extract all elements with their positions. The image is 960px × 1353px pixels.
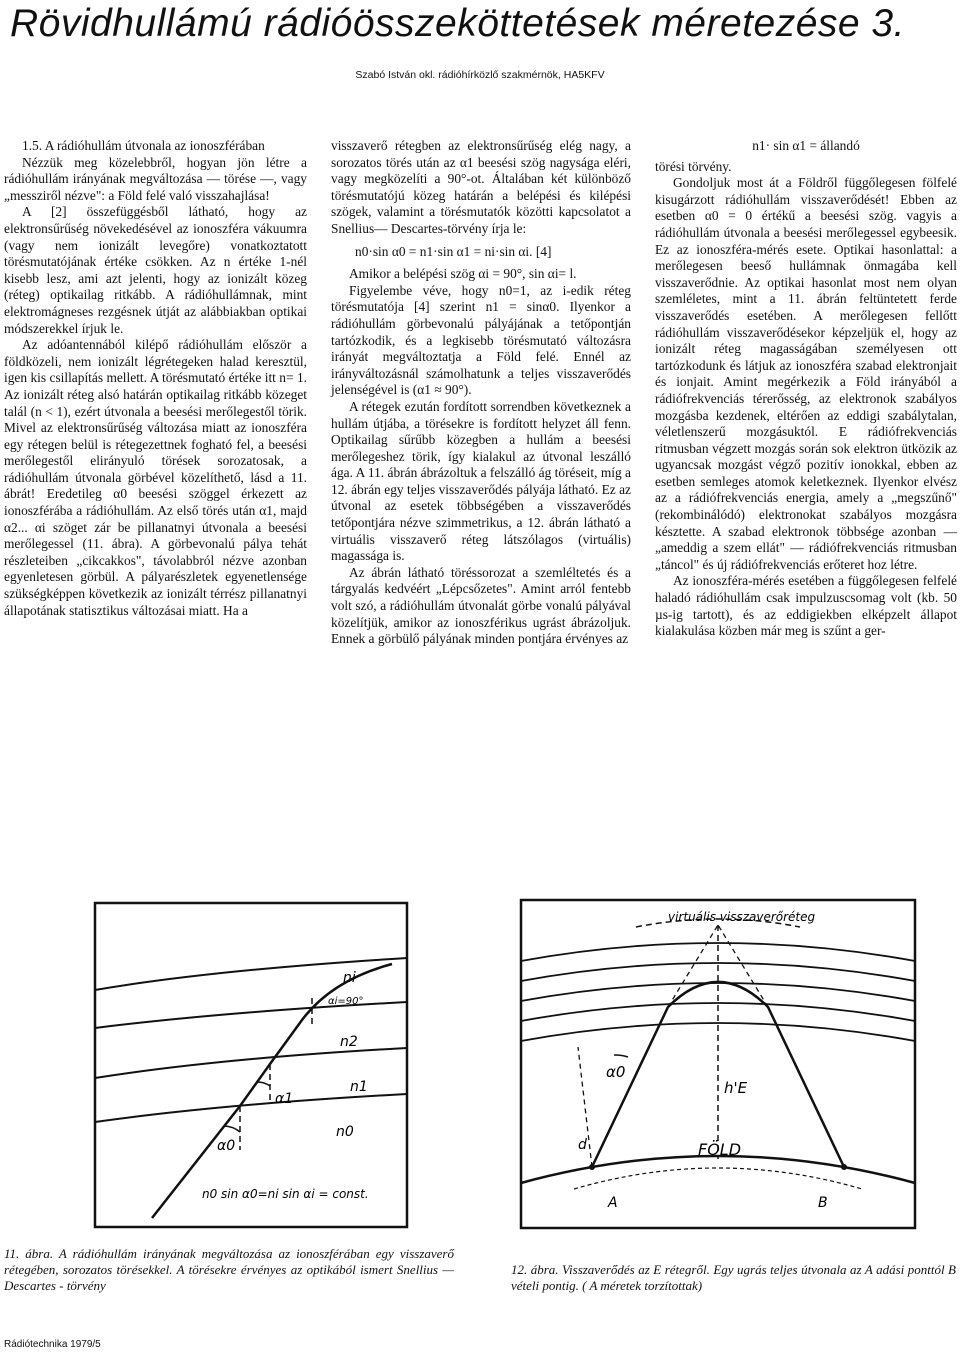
label-alpha-i: αi=90°	[328, 996, 364, 1007]
label-n2: n2	[340, 1034, 358, 1050]
paragraph: Nézzük meg közelebbről, hogyan jön létre a rádióhullám irányának megváltozása — törése —, vagy „messziről nézve": a Föld felé való visszahajlása!	[4, 154, 307, 203]
snellius-equation: n0·sin α0 = n1·sin α1 = ni·sin αi. [4]	[355, 243, 552, 259]
paragraph: Az ábrán látható töréssorozat a szemléltetés és a tárgyalás kedvéért „Lépcsőzetes". Amint arról fentebb volt szó, a rádióhullám útvonalát görbe vonalú pályával közelítjük, amikor az ionoszférikus ugrást ábrázoljuk. Ennek a görbülő pályának minden pontjára érvényes az	[331, 564, 631, 647]
figure-12-reflection-diagram	[518, 897, 918, 1231]
label-point-b: B	[818, 1195, 828, 1211]
label-n1: n1	[350, 1079, 368, 1095]
label-n0: n0	[336, 1124, 354, 1140]
paragraph: Az adóantennából kilépő rádióhullám először a földközeli, nem ionizált légrétegeken halad keresztül, igen kis csillapítás mellett. A törésmutató értéke itt n= 1. Az ionizált réteg alsó határán optikailag ritkább közeget talál (n < 1), ezért útvonala a beesési merőlegestől törik. Mivel az elektronsűrűség változása miatt az ionoszféra egy rétegen belül is rétegezettnek fogható fel, a beesési merőlegestől elirányuló törések sorozatosak, a rádióhullám útvonala görbével közelíthető, lásd a 11. ábrát! Eredetileg α0 beesési szöggel érkezett az ionoszférába a rádióhullám. Az első törés után α1, majd α2... αi szöget zár be pillanatnyi útvonala a beesési merőlegessel (11. ábra). A görbevonalú pálya tehát részleteiben „cikcakkos", távolabbról nézve azonban egyenletesen görbül. A pályarészletek egyenetlensége szükségképpen következik az ionizált térrész pillanatnyi állapotának statisztikus változásai miatt. Ha a	[4, 337, 307, 618]
label-height: h'E	[724, 1079, 748, 1097]
text-column-3	[655, 138, 957, 640]
label-ni: ni	[343, 970, 356, 986]
label-point-a: A	[608, 1195, 618, 1211]
paragraph: törési törvény.	[655, 158, 732, 174]
paragraph: A [2] összefüggésből látható, hogy az elektronsűrűség növekedésével az ionoszféra vákuumra (vagy nem ionizált levegőre) vonatkoztatott törésmutatójának értéke csökken. Az n értéke 1-nél kisebb lesz, ami azt jelenti, hogy az ionizált közeg (réteg) optikailag ritkább. A rádióhullámnak, mint elektromágneses rezgésnek útját az alábbiakban optikai módszerekkel írjuk le.	[4, 204, 307, 336]
label-alpha0: α0	[606, 1063, 626, 1081]
label-virtual-layer: virtuális visszaverőréteg	[668, 910, 816, 924]
figure-11-caption: 11. ábra. A rádióhullám irányának megváltozása az ionoszférában egy visszaverő rétegében, sorozatos törésekkel. A törésekre érvényes az optikából ismert Snellius — Descartes - törvény	[4, 1246, 454, 1293]
paragraph: visszaverő rétegben az elektronsűrűség elég nagy, a sorozatos törés után az α1 beesési szög nagysága eléri, vagy megközelíti a 90°-ot. Általában két különböző törésmutatójú közeg határán a belépési és kilépési szögek, valamint a törésmutatók közötti kapcsolatot a Snellius— Descartes-törvény írja le:	[331, 138, 631, 236]
text-column-1	[4, 138, 307, 619]
section-heading: 1.5. A rádióhullám útvonala az ionoszférában	[22, 138, 265, 153]
label-alpha1: α1	[275, 1091, 294, 1107]
paragraph: Amikor a belépési szög αi = 90°, sin αi= l.	[349, 266, 577, 282]
label-snellius-const: n0 sin α0=ni sin αi = const.	[202, 1187, 369, 1201]
article-title: Rövidhullámú rádióösszeköttetések méretezése 3.	[10, 2, 905, 45]
source-footer: Rádiótechnika 1979/5	[4, 1339, 101, 1350]
author-line: Szabó István okl. rádióhírközlő szakmérnök, HA5KFV	[355, 69, 605, 81]
label-alpha0: α0	[217, 1138, 236, 1154]
label-d: d	[578, 1137, 587, 1153]
text-column-2	[331, 138, 631, 648]
refraction-law-equation: n1· sin α1 = állandó	[752, 138, 860, 153]
paragraph: Az ionoszféra-mérés esetében a függőlegesen felfelé haladó rádióhullám csak impulzuscsomag volt (kb. 50 µs-ig tartott), és az eddigiekben elképzelt állapot kialakulása közben már meg is szűnt a ger-	[655, 573, 957, 639]
figure-12-caption: 12. ábra. Visszaverődés az E rétegről. Egy ugrás teljes útvonala az A adási ponttól B vételi pontig. ( A méretek torzítottak)	[511, 1262, 956, 1293]
label-earth: FÖLD	[698, 1140, 742, 1159]
paragraph: A rétegek ezután fordított sorrendben következnek a hullám útjába, a törésekre is fordított helyzet áll fenn. Optikailag sűrűbb közegben a hullám a beesési merőlegeshez törik, így kialakul az útvonal leszálló ága. A 11. ábrán ábrázoltuk a felszálló ág töréseit, míg a 12. ábrán egy teljes visszaverődés pályája látható. Ez az útvonal az esetek többségében a visszaverődés tetőpontjára nézve szimmetrikus, a 12. ábrán látható a virtuális visszaverő réteg látszólagos (virtuális) magassága is.	[331, 398, 631, 564]
paragraph: Gondoljuk most át a Földről függőlegesen fölfelé kisugárzott rádióhullám visszaverődését! Ebben az esetben α0 = 0 értékű a beesési szög. vagyis a rádióhullám útvonala a beesési merőlegessel egybeesik. Ez az ionoszféra-mérés esete. Optikai hasonlattal: a merőlegesen beeső hullámnak önmagába kell visszaverődnie. Az optikai hasonlat most nem olyan szemléletes, mint a 11. ábrán feltüntetett ferde visszaverődés esetében. A merőlegesen fellőtt rádióhullám visszaverődésekor képzeljük el, hogy az ionizált réteg magasságában személyesen ott tartózkodunk és látjuk az ionoszféra szabad elektronjait és ionjait. Amint megérkezik a Föld irányából a rádiófrekvenciás térerősség, az elektronok szabályos mozgásba kezdenek, eltérően az eddigi szabálytalan, véletlenszerű mozgásuktól. E rádiófrekvenciás ritmusban végzett mozgás során sok elektron ütközik az ugyancsak mozgást végző pozitív ionokkal, ebben az esetben semleges atomok keletkeznek. Ilyenkor elvész az a rádiófrekvenciás energia, amely a „megszűnő" (rekombinálódó) elektronokat szabályos mozgásra késztette. A szabad elektronok többsége azonban — „ameddig a szem ellát" — rádiófrekvenciás ritmusban „táncol" és új rádiófrekvenciás erőteret hoz létre.	[655, 175, 957, 572]
figure-11-refraction-diagram	[92, 900, 410, 1230]
paragraph: Figyelembe véve, hogy n0=1, az i-edik réteg törésmutatója [4] szerint n1 = sinα0. Ilyenkor a rádióhullám görbevonalú pályájának a tetőpontján tartózkodik, és a legkisebb törésmutató változásra irányát megváltoztatja a Föld felé. Ennél az irányváltozásnál számolhatunk a teljes visszaverődés jelenségével is (α1 ≈ 90°).	[331, 282, 631, 398]
